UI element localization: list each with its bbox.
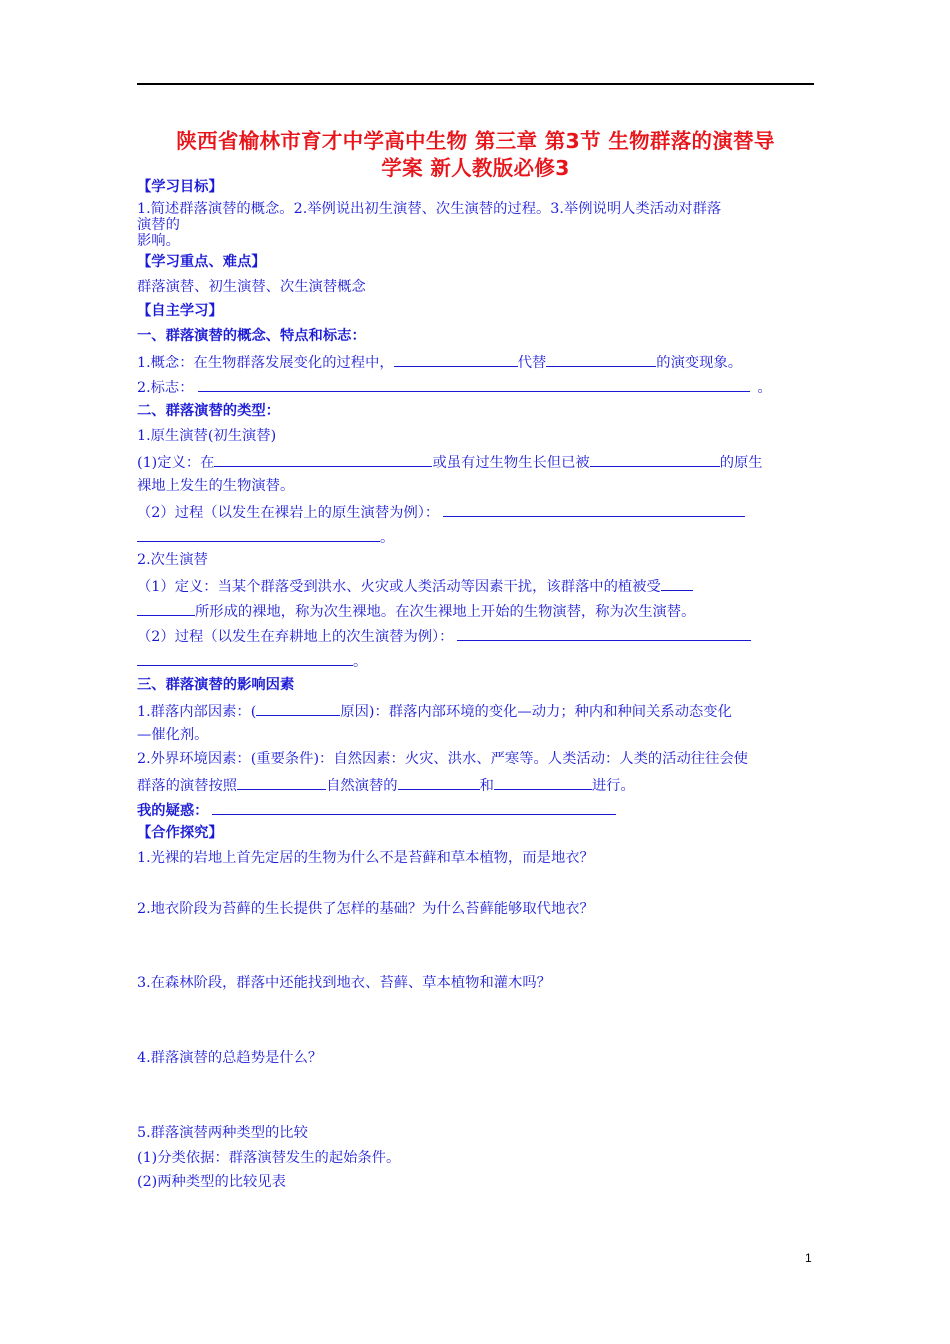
concept-blank-1[interactable] (394, 352, 518, 367)
sign-text-b: 。 (757, 380, 772, 396)
question-3: 3.在森林阶段，群落中还能找到地衣、苔藓、草本植物和灌木吗？ (137, 975, 551, 991)
question-2: 2.地衣阶段为苔藓的生长提供了怎样的基础？为什么苔藓能够取代地衣？ (137, 901, 594, 917)
outer-text-e: 进行。 (591, 778, 635, 794)
secondary-proc-text-a: （2）过程（以发生在弃耕地上的次生演替为例）： (137, 629, 454, 645)
secondary-proc-blank-2[interactable] (137, 651, 353, 666)
section3-heading: 三、群落演替的影响因素 (137, 677, 295, 693)
inner-text-a: 1.群落内部因素：( (137, 704, 257, 720)
outer-blank-1[interactable] (237, 775, 326, 790)
objectives-line1: 1.简述群落演替的概念。2.举例说出初生演替、次生演替的过程。3.举例说明人类活动对群落 (137, 201, 722, 217)
outer-text-b: 群落的演替按照 (137, 778, 238, 794)
primary-def-blank-1[interactable] (214, 452, 432, 467)
question-1: 1.光裸的岩地上首先定居的生物为什么不是苔藓和草本植物，而是地衣？ (137, 850, 594, 866)
keypoints-text: 群落演替、初生演替、次生演替概念 (137, 279, 366, 295)
primary-process-line2 (137, 527, 394, 547)
section2-heading: 二、群落演替的类型： (137, 403, 280, 419)
document-title-line1: 陕西省榆林市育才中学高中生物 第三章 第3节 生物群落的演替导 (176, 129, 775, 153)
section1-heading: 一、群落演替的概念、特点和标志： (137, 328, 366, 344)
objectives-heading: 【学习目标】 (137, 179, 223, 195)
document-title-line2: 学案 新人教版必修3 (381, 156, 570, 180)
self-study-heading: 【自主学习】 (137, 303, 223, 319)
outer-text-c: 自然演替的 (326, 778, 398, 794)
primary-process-line (137, 502, 745, 522)
objectives-line3: 影响。 (137, 233, 180, 249)
doubt-label: 我的疑惑： (137, 803, 209, 819)
question-5-1: (1)分类依据：群落演替发生的起始条件。 (137, 1150, 401, 1166)
page-number: 1 (805, 1251, 812, 1265)
doubt-blank[interactable] (212, 800, 616, 815)
secondary-def-blank-2[interactable] (137, 601, 195, 616)
question-5-2: (2)两种类型的比较见表 (137, 1174, 286, 1190)
inner-text-c: —催化剂。 (137, 727, 209, 743)
primary-definition-line (137, 452, 763, 472)
concept-blank-2[interactable] (546, 352, 656, 367)
primary-proc-blank-1[interactable] (443, 502, 745, 517)
question-5: 5.群落演替两种类型的比较 (137, 1125, 308, 1141)
secondary-proc-text-b: 。 (353, 654, 368, 670)
primary-def-text-d: 裸地上发生的生物演替。 (137, 478, 295, 494)
concept-text-c: 的演变现象。 (656, 355, 743, 371)
outer-text-d: 和 (479, 778, 494, 794)
outer-factor-line1: 2.外界环境因素：(重要条件)：自然因素：火灾、洪水、严寒等。人类活动：人类的活动往往会使 (137, 751, 748, 767)
primary-def-text-c: 的原生 (719, 455, 763, 471)
secondary-process-line2 (137, 651, 367, 671)
primary-def-text-b: 或虽有过生物生长但已被 (432, 455, 590, 471)
inner-text-b: 原因)：群落内部环境的变化—动力；种内和种间关系动态变化 (340, 704, 732, 720)
primary-proc-text-a: （2）过程（以发生在裸岩上的原生演替为例）： (137, 505, 440, 521)
primary-proc-blank-2[interactable] (137, 527, 380, 542)
secondary-def-text-a: （1）定义：当某个群落受到洪水、火灾或人类活动等因素干扰，该群落中的植被受 (137, 579, 661, 595)
sign-text-a: 2.标志： (137, 380, 194, 396)
inner-factor-line (137, 701, 732, 721)
concept-text-a: 1.概念：在生物群落发展变化的过程中， (137, 355, 394, 371)
secondary-def-text-b: 所形成的裸地，称为次生裸地。在次生裸地上开始的生物演替，称为次生演替。 (195, 604, 696, 620)
primary-def-text-a: (1)定义：在 (137, 455, 215, 471)
doubt-line (137, 800, 616, 820)
secondary-definition-line (137, 576, 693, 596)
secondary-def-blank-1[interactable] (661, 576, 693, 591)
objectives-line2: 演替的 (137, 217, 180, 233)
secondary-proc-blank-1[interactable] (457, 626, 751, 641)
primary-proc-text-b: 。 (380, 530, 395, 546)
cooperation-heading: 【合作探究】 (137, 825, 223, 841)
concept-text-b: 代替 (517, 355, 547, 371)
secondary-process-line (137, 626, 751, 646)
inner-blank[interactable] (256, 701, 340, 716)
secondary-definition-line2 (137, 601, 695, 621)
keypoints-heading: 【学习重点、难点】 (137, 254, 266, 270)
outer-factor-line2 (137, 775, 635, 795)
outer-blank-3[interactable] (494, 775, 592, 790)
outer-blank-2[interactable] (398, 775, 480, 790)
primary-def-blank-2[interactable] (590, 452, 720, 467)
concept-line (137, 352, 742, 372)
secondary-succession-heading: 2.次生演替 (137, 552, 208, 568)
sign-blank[interactable] (198, 377, 750, 392)
question-4: 4.群落演替的总趋势是什么？ (137, 1050, 323, 1066)
header-rule (137, 83, 814, 85)
primary-succession-heading: 1.原生演替(初生演替) (137, 428, 277, 444)
sign-line (137, 377, 772, 397)
